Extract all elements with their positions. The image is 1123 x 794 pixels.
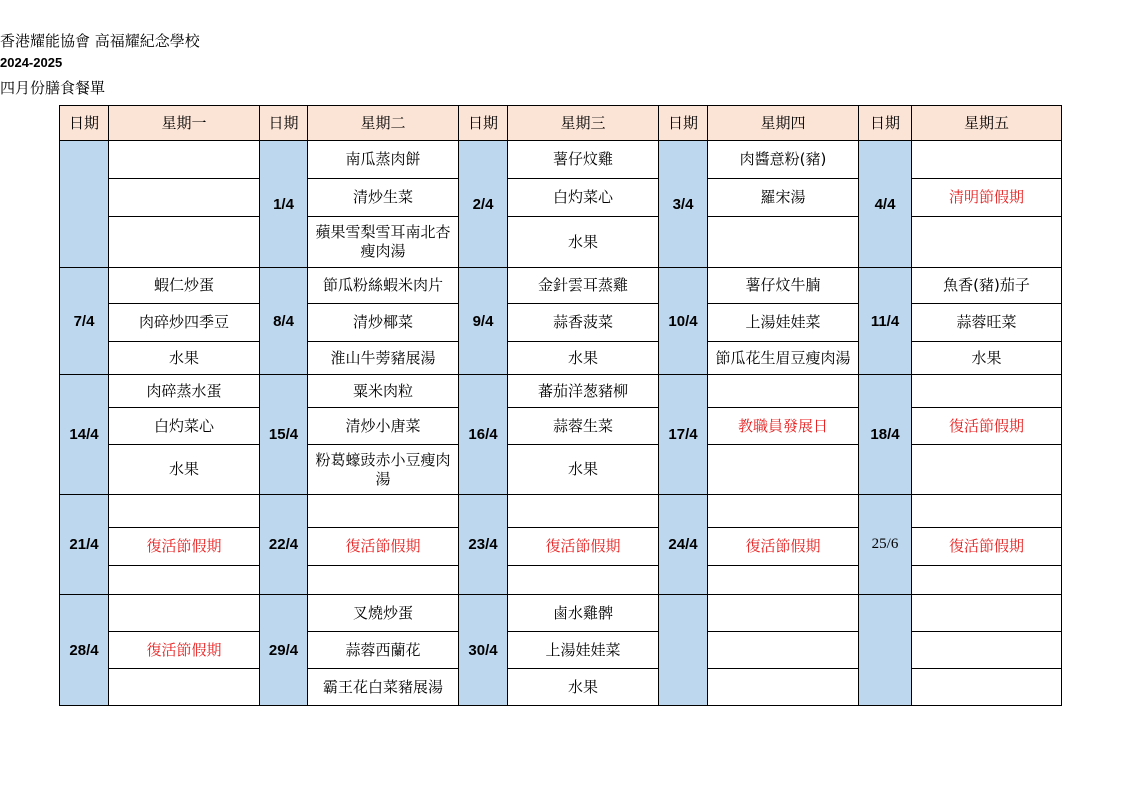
menu-item xyxy=(308,495,459,528)
header-date-wed: 日期 xyxy=(459,106,508,141)
menu-item xyxy=(912,566,1062,595)
menu-item xyxy=(508,566,659,595)
menu-item xyxy=(109,217,260,268)
menu-item: 鹵水雞髀 xyxy=(508,595,659,632)
menu-item: 水果 xyxy=(912,342,1062,375)
header-date-mon: 日期 xyxy=(60,106,109,141)
header-date-fri: 日期 xyxy=(859,106,912,141)
menu-item xyxy=(912,595,1062,632)
menu-item: 水果 xyxy=(109,445,260,495)
table-row xyxy=(60,495,1062,528)
header-monday: 星期一 xyxy=(109,106,260,141)
staff-development-day-label: 教職員發展日 xyxy=(708,408,859,445)
menu-item xyxy=(109,669,260,706)
menu-item: 蘋果雪梨雪耳南北杏瘦肉湯 xyxy=(308,217,459,268)
table-row xyxy=(60,375,1062,408)
menu-item xyxy=(708,632,859,669)
menu-item xyxy=(912,217,1062,268)
date-cell: 2/4 xyxy=(459,141,508,268)
menu-item: 肉碎蒸水蛋 xyxy=(109,375,260,408)
date-cell: 29/4 xyxy=(260,595,308,706)
date-cell: 10/4 xyxy=(659,268,708,375)
menu-item xyxy=(708,375,859,408)
header-row xyxy=(60,106,1062,141)
menu-item: 霸王花白菜豬展湯 xyxy=(308,669,459,706)
menu-item xyxy=(708,669,859,706)
header-friday: 星期五 xyxy=(912,106,1062,141)
table-row xyxy=(60,566,1062,595)
menu-item: 蒜蓉西蘭花 xyxy=(308,632,459,669)
date-cell: 24/4 xyxy=(659,495,708,595)
school-year: 2024-2025 xyxy=(0,55,63,70)
date-cell: 17/4 xyxy=(659,375,708,495)
menu-item: 淮山牛蒡豬展湯 xyxy=(308,342,459,375)
date-cell: 8/4 xyxy=(260,268,308,375)
menu-item: 薯仔炆牛腩 xyxy=(708,268,859,304)
menu-item xyxy=(708,595,859,632)
menu-item xyxy=(109,179,260,217)
table-row xyxy=(60,141,1062,179)
menu-item xyxy=(912,445,1062,495)
date-cell xyxy=(60,141,109,268)
menu-item xyxy=(708,566,859,595)
menu-item: 節瓜粉絲蝦米肉片 xyxy=(308,268,459,304)
menu-item: 肉碎炒四季豆 xyxy=(109,304,260,342)
menu-item: 清炒椰菜 xyxy=(308,304,459,342)
menu-item: 水果 xyxy=(508,445,659,495)
menu-item xyxy=(912,495,1062,528)
menu-item: 清炒小唐菜 xyxy=(308,408,459,445)
menu-item: 清炒生菜 xyxy=(308,179,459,217)
table-row xyxy=(60,669,1062,706)
date-cell: 18/4 xyxy=(859,375,912,495)
holiday-label: 復活節假期 xyxy=(912,408,1062,445)
date-cell: 11/4 xyxy=(859,268,912,375)
holiday-label: 復活節假期 xyxy=(708,528,859,566)
date-cell xyxy=(659,595,708,706)
table-row xyxy=(60,217,1062,268)
date-cell: 9/4 xyxy=(459,268,508,375)
header-date-thu: 日期 xyxy=(659,106,708,141)
menu-item: 蒜蓉生菜 xyxy=(508,408,659,445)
menu-item: 水果 xyxy=(508,669,659,706)
menu-item: 薯仔炆雞 xyxy=(508,141,659,179)
table-row xyxy=(60,595,1062,632)
menu-item xyxy=(109,595,260,632)
header-date-tue: 日期 xyxy=(260,106,308,141)
menu-item: 蝦仁炒蛋 xyxy=(109,268,260,304)
menu-item xyxy=(912,669,1062,706)
date-cell: 30/4 xyxy=(459,595,508,706)
holiday-label: 復活節假期 xyxy=(109,632,260,669)
table-row xyxy=(60,342,1062,375)
holiday-label: 復活節假期 xyxy=(109,528,260,566)
date-cell: 4/4 xyxy=(859,141,912,268)
menu-item xyxy=(912,375,1062,408)
menu-item: 粟米肉粒 xyxy=(308,375,459,408)
table-row xyxy=(60,304,1062,342)
menu-item: 水果 xyxy=(109,342,260,375)
menu-item: 叉燒炒蛋 xyxy=(308,595,459,632)
menu-item: 蕃茄洋葱豬柳 xyxy=(508,375,659,408)
menu-item: 水果 xyxy=(508,342,659,375)
holiday-label: 復活節假期 xyxy=(912,528,1062,566)
menu-item: 魚香(豬)茄子 xyxy=(912,268,1062,304)
menu-item: 白灼菜心 xyxy=(508,179,659,217)
date-cell: 1/4 xyxy=(260,141,308,268)
header-wednesday: 星期三 xyxy=(508,106,659,141)
menu-item: 水果 xyxy=(508,217,659,268)
menu-item: 蒜蓉旺菜 xyxy=(912,304,1062,342)
menu-item: 肉醬意粉(豬) xyxy=(708,141,859,179)
menu-item xyxy=(912,632,1062,669)
holiday-label: 復活節假期 xyxy=(508,528,659,566)
date-cell: 21/4 xyxy=(60,495,109,595)
menu-item xyxy=(708,217,859,268)
menu-item: 節瓜花生眉豆瘦肉湯 xyxy=(708,342,859,375)
lunch-menu-table xyxy=(59,105,1062,706)
table-row xyxy=(60,528,1062,566)
header-tuesday: 星期二 xyxy=(308,106,459,141)
table-row xyxy=(60,408,1062,445)
holiday-label: 清明節假期 xyxy=(912,179,1062,217)
header-thursday: 星期四 xyxy=(708,106,859,141)
menu-item xyxy=(109,495,260,528)
table-row xyxy=(60,268,1062,304)
school-name: 香港耀能協會 高福耀紀念學校 xyxy=(0,32,200,50)
date-cell: 7/4 xyxy=(60,268,109,375)
menu-item: 上湯娃娃菜 xyxy=(508,632,659,669)
holiday-label: 復活節假期 xyxy=(308,528,459,566)
menu-item xyxy=(912,141,1062,179)
menu-item xyxy=(708,495,859,528)
menu-item: 金針雲耳蒸雞 xyxy=(508,268,659,304)
menu-item: 羅宋湯 xyxy=(708,179,859,217)
date-cell: 15/4 xyxy=(260,375,308,495)
table-row xyxy=(60,445,1062,495)
menu-item xyxy=(109,566,260,595)
date-cell: 16/4 xyxy=(459,375,508,495)
menu-item: 南瓜蒸肉餅 xyxy=(308,141,459,179)
menu-item xyxy=(109,141,260,179)
menu-item: 白灼菜心 xyxy=(109,408,260,445)
date-cell xyxy=(859,595,912,706)
date-cell: 28/4 xyxy=(60,595,109,706)
menu-body xyxy=(60,141,1062,706)
table-row xyxy=(60,179,1062,217)
date-cell: 25/6 xyxy=(859,495,912,595)
menu-item: 上湯娃娃菜 xyxy=(708,304,859,342)
date-cell: 3/4 xyxy=(659,141,708,268)
menu-item: 蒜香菠菜 xyxy=(508,304,659,342)
date-cell: 14/4 xyxy=(60,375,109,495)
menu-item xyxy=(308,566,459,595)
date-cell: 22/4 xyxy=(260,495,308,595)
table-row xyxy=(60,632,1062,669)
date-cell: 23/4 xyxy=(459,495,508,595)
menu-item: 粉葛蠔豉赤小豆瘦肉湯 xyxy=(308,445,459,495)
menu-item xyxy=(508,495,659,528)
menu-title: 四月份膳食餐單 xyxy=(0,79,106,97)
menu-item xyxy=(708,445,859,495)
